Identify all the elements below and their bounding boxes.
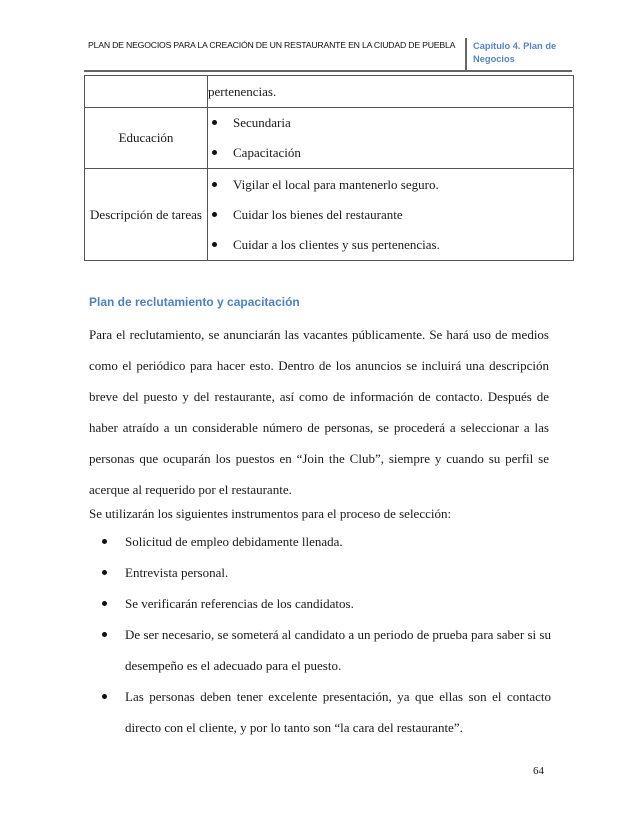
- selection-instruments-list: [89, 526, 551, 743]
- list-item: Secundaria: [208, 108, 573, 138]
- page-header: [84, 40, 572, 72]
- list-item: Capacitación: [208, 138, 573, 168]
- list-item: Las personas deben tener excelente presentación, ya que ellas son el contacto directo con el cliente, y por lo tanto son “la cara del restaurante”.: [89, 681, 551, 743]
- table-row: [85, 76, 574, 108]
- list-item: Cuidar los bienes del restaurante: [208, 200, 573, 230]
- table-value-cell: [208, 169, 574, 261]
- list-item: Vigilar el local para mantenerlo seguro.: [208, 170, 573, 200]
- list-item: Cuidar a los clientes y sus pertenencias.: [208, 230, 573, 260]
- table-value-cell: [208, 108, 574, 169]
- list-item: Se verificarán referencias de los candidatos.: [89, 588, 551, 619]
- table-row: [85, 169, 574, 261]
- body-paragraph: Para el reclutamiento, se anunciarán las vacantes públicamente. Se hará uso de medios como el periódico para hacer esto. Dentro de los anuncios se incluirá una descripción breve del puesto y del restaurante, así como de información de contacto. Después de haber atraído a un considerable número de personas, se procederá a seleccionar a las personas que ocuparán los puestos en “Join the Club”, siempre y cuando su perfil se acerque al requerido por el restaurante.: [89, 327, 549, 497]
- list-item: De ser necesario, se someterá al candidato a un periodo de prueba para saber si su desempeño es el adecuado para el puesto.: [89, 619, 551, 681]
- table-label-education: Educación: [85, 108, 208, 169]
- education-list: [208, 108, 573, 168]
- section-heading: Plan de reclutamiento y capacitación: [89, 295, 300, 309]
- table-row: [85, 108, 574, 169]
- list-item: Solicitud de empleo debidamente llenada.: [89, 526, 551, 557]
- header-divider: [465, 38, 467, 70]
- tasks-list: [208, 170, 573, 260]
- header-title: PLAN DE NEGOCIOS PARA LA CREACIÓN DE UN RESTAURANTE EN LA CIUDAD DE PUEBLA: [88, 40, 456, 50]
- table-value-cell: pertenencias.: [208, 76, 574, 108]
- list-item: Entrevista personal.: [89, 557, 551, 588]
- header-rule: [84, 70, 572, 72]
- header-chapter: Capítulo 4. Plan de Negocios: [473, 41, 557, 64]
- intro-sentence: Se utilizarán los siguientes instrumentos para el proceso de selección:: [89, 506, 452, 521]
- table-label-cell: [85, 76, 208, 108]
- page-number: 64: [533, 765, 544, 777]
- table-label-tasks: Descripción de tareas: [85, 169, 208, 261]
- job-profile-table: [84, 75, 574, 261]
